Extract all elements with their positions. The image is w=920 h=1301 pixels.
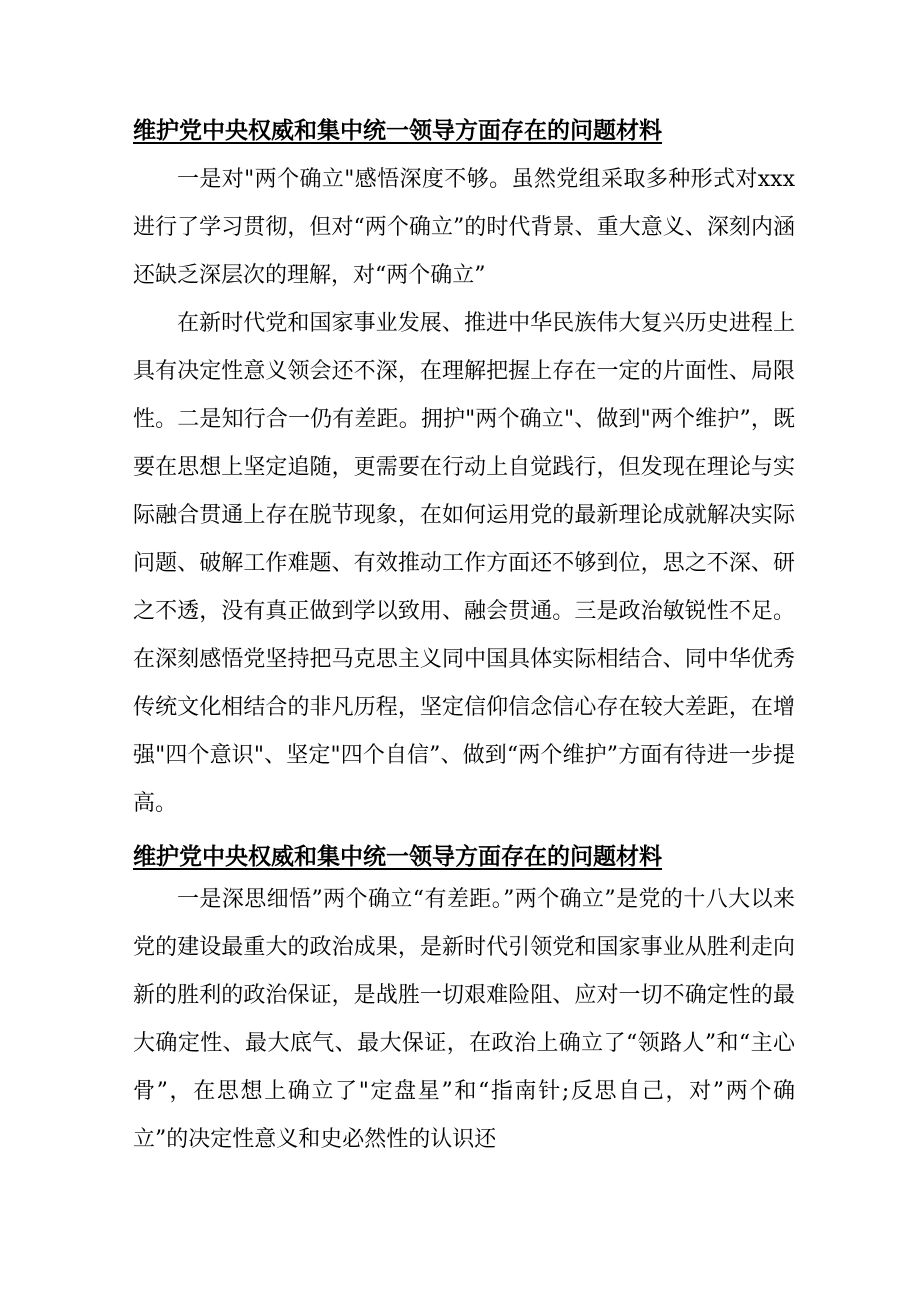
section-2-title: 维护党中央权威和集中统一领导方面存在的问题材料 — [133, 843, 662, 870]
section-1-paragraph-1: 一是对"两个确立"感悟深度不够。虽然党组采取多种形式对xxx进行了学习贯彻，但对“两个确立”的时代背景、重大意义、深刻内涵还缺乏深层次的理解，对“两个确立” — [133, 167, 795, 288]
section-1-paragraph-2: 在新时代党和国家事业发展、推进中华民族伟大复兴历史进程上具有决定性意义领会还不深，在理解把握上存在一定的片面性、局限性。二是知行合一仍有差距。拥护"两个确立"、做到"两个维护”，既要在思想上坚定追随，更需要在行动上自觉践行，但发现在理论与实际融合贯通上存在脱节现象，在如何运用党的最新理论成就解决实际问题、破解工作难题、有效推动工作方面还不够到位，思之不深、研之不透，没有真正做到学以致用、融会贯通。三是政治敏锐性不足。在深刻感悟党坚持把马克思主义同中国具体实际相结合、同中华优秀传统文化相结合的非凡历程，坚定信仰信念信心存在较大差距，在增强"四个意识"、坚定"四个自信”、做到“两个维护”方面有待进一步提高。 — [133, 311, 795, 816]
section-2-paragraph-1: 一是深思细悟”两个确立“有差距。”两个确立”是党的十八大以来党的建设最重大的政治成果，是新时代引领党和国家事业从胜利走向新的胜利的政治保证，是战胜一切艰难险阻、应对一切不确定性的最大确定性、最大底气、最大保证，在政治上确立了“领路人”和“主心骨”，在思想上确立了"定盘星”和“指南针;反思自己，对”两个确立”的决定性意义和史必然性的认识还 — [133, 887, 795, 1152]
section-1-title: 维护党中央权威和集中统一领导方面存在的问题材料 — [133, 117, 662, 144]
